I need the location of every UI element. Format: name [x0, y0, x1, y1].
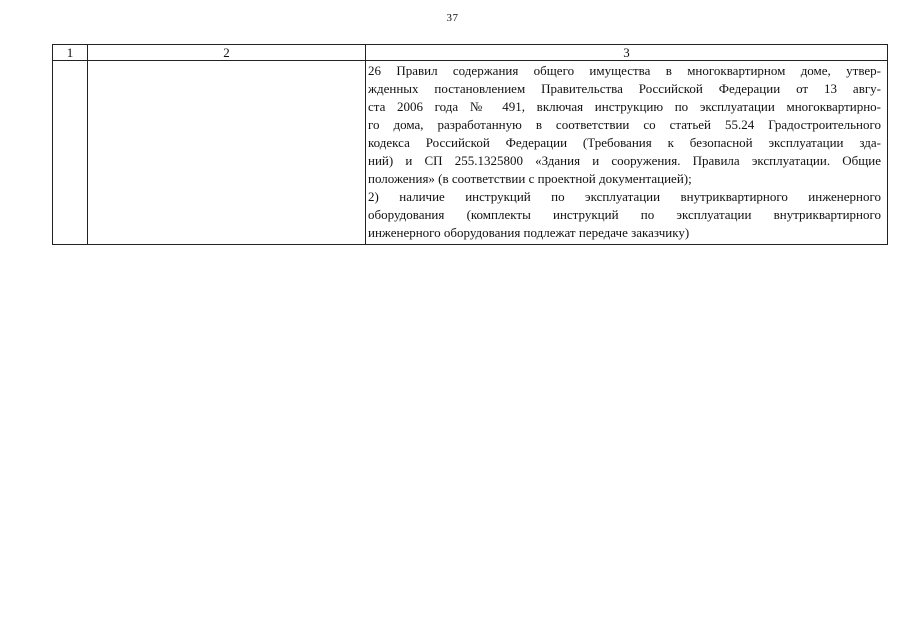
column-header-2: 2: [88, 45, 366, 61]
table-cell-col3: [366, 61, 888, 245]
text-line: ста 2006 года № 491, включая инструкцию по эксплуатации многоквартирно-: [368, 99, 881, 114]
text-line: оборудования (комплекты инструкций по эксплуатации внутриквартирного: [368, 207, 881, 222]
text-line: кодекса Российской Федерации (Требования к безопасной эксплуатации зда-: [368, 135, 881, 150]
table-header-row: [53, 45, 888, 61]
page-number: 37: [446, 12, 459, 24]
requirements-table: [52, 44, 888, 245]
table-cell-col1: [53, 61, 88, 245]
column-header-3: 3: [366, 45, 888, 61]
text-line: положения» (в соответствии с проектной документацией);: [368, 171, 692, 186]
text-line: 26 Правил содержания общего имущества в многоквартирном доме, утвер-: [368, 63, 881, 78]
text-line: инженерного оборудования подлежат передаче заказчику): [368, 225, 690, 240]
text-line: ний) и СП 255.1325800 «Здания и сооружения. Правила эксплуатации. Общие: [368, 153, 881, 168]
column-header-1: 1: [53, 45, 88, 61]
table-row: [53, 61, 888, 245]
table-cell-col2: [88, 61, 366, 245]
text-line: 2) наличие инструкций по эксплуатации внутриквартирного инженерного: [368, 189, 881, 204]
text-line: го дома, разработанную в соответствии со статьей 55.24 Градостроительного: [368, 117, 881, 132]
text-line: жденных постановлением Правительства Российской Федерации от 13 авгу-: [368, 81, 881, 96]
